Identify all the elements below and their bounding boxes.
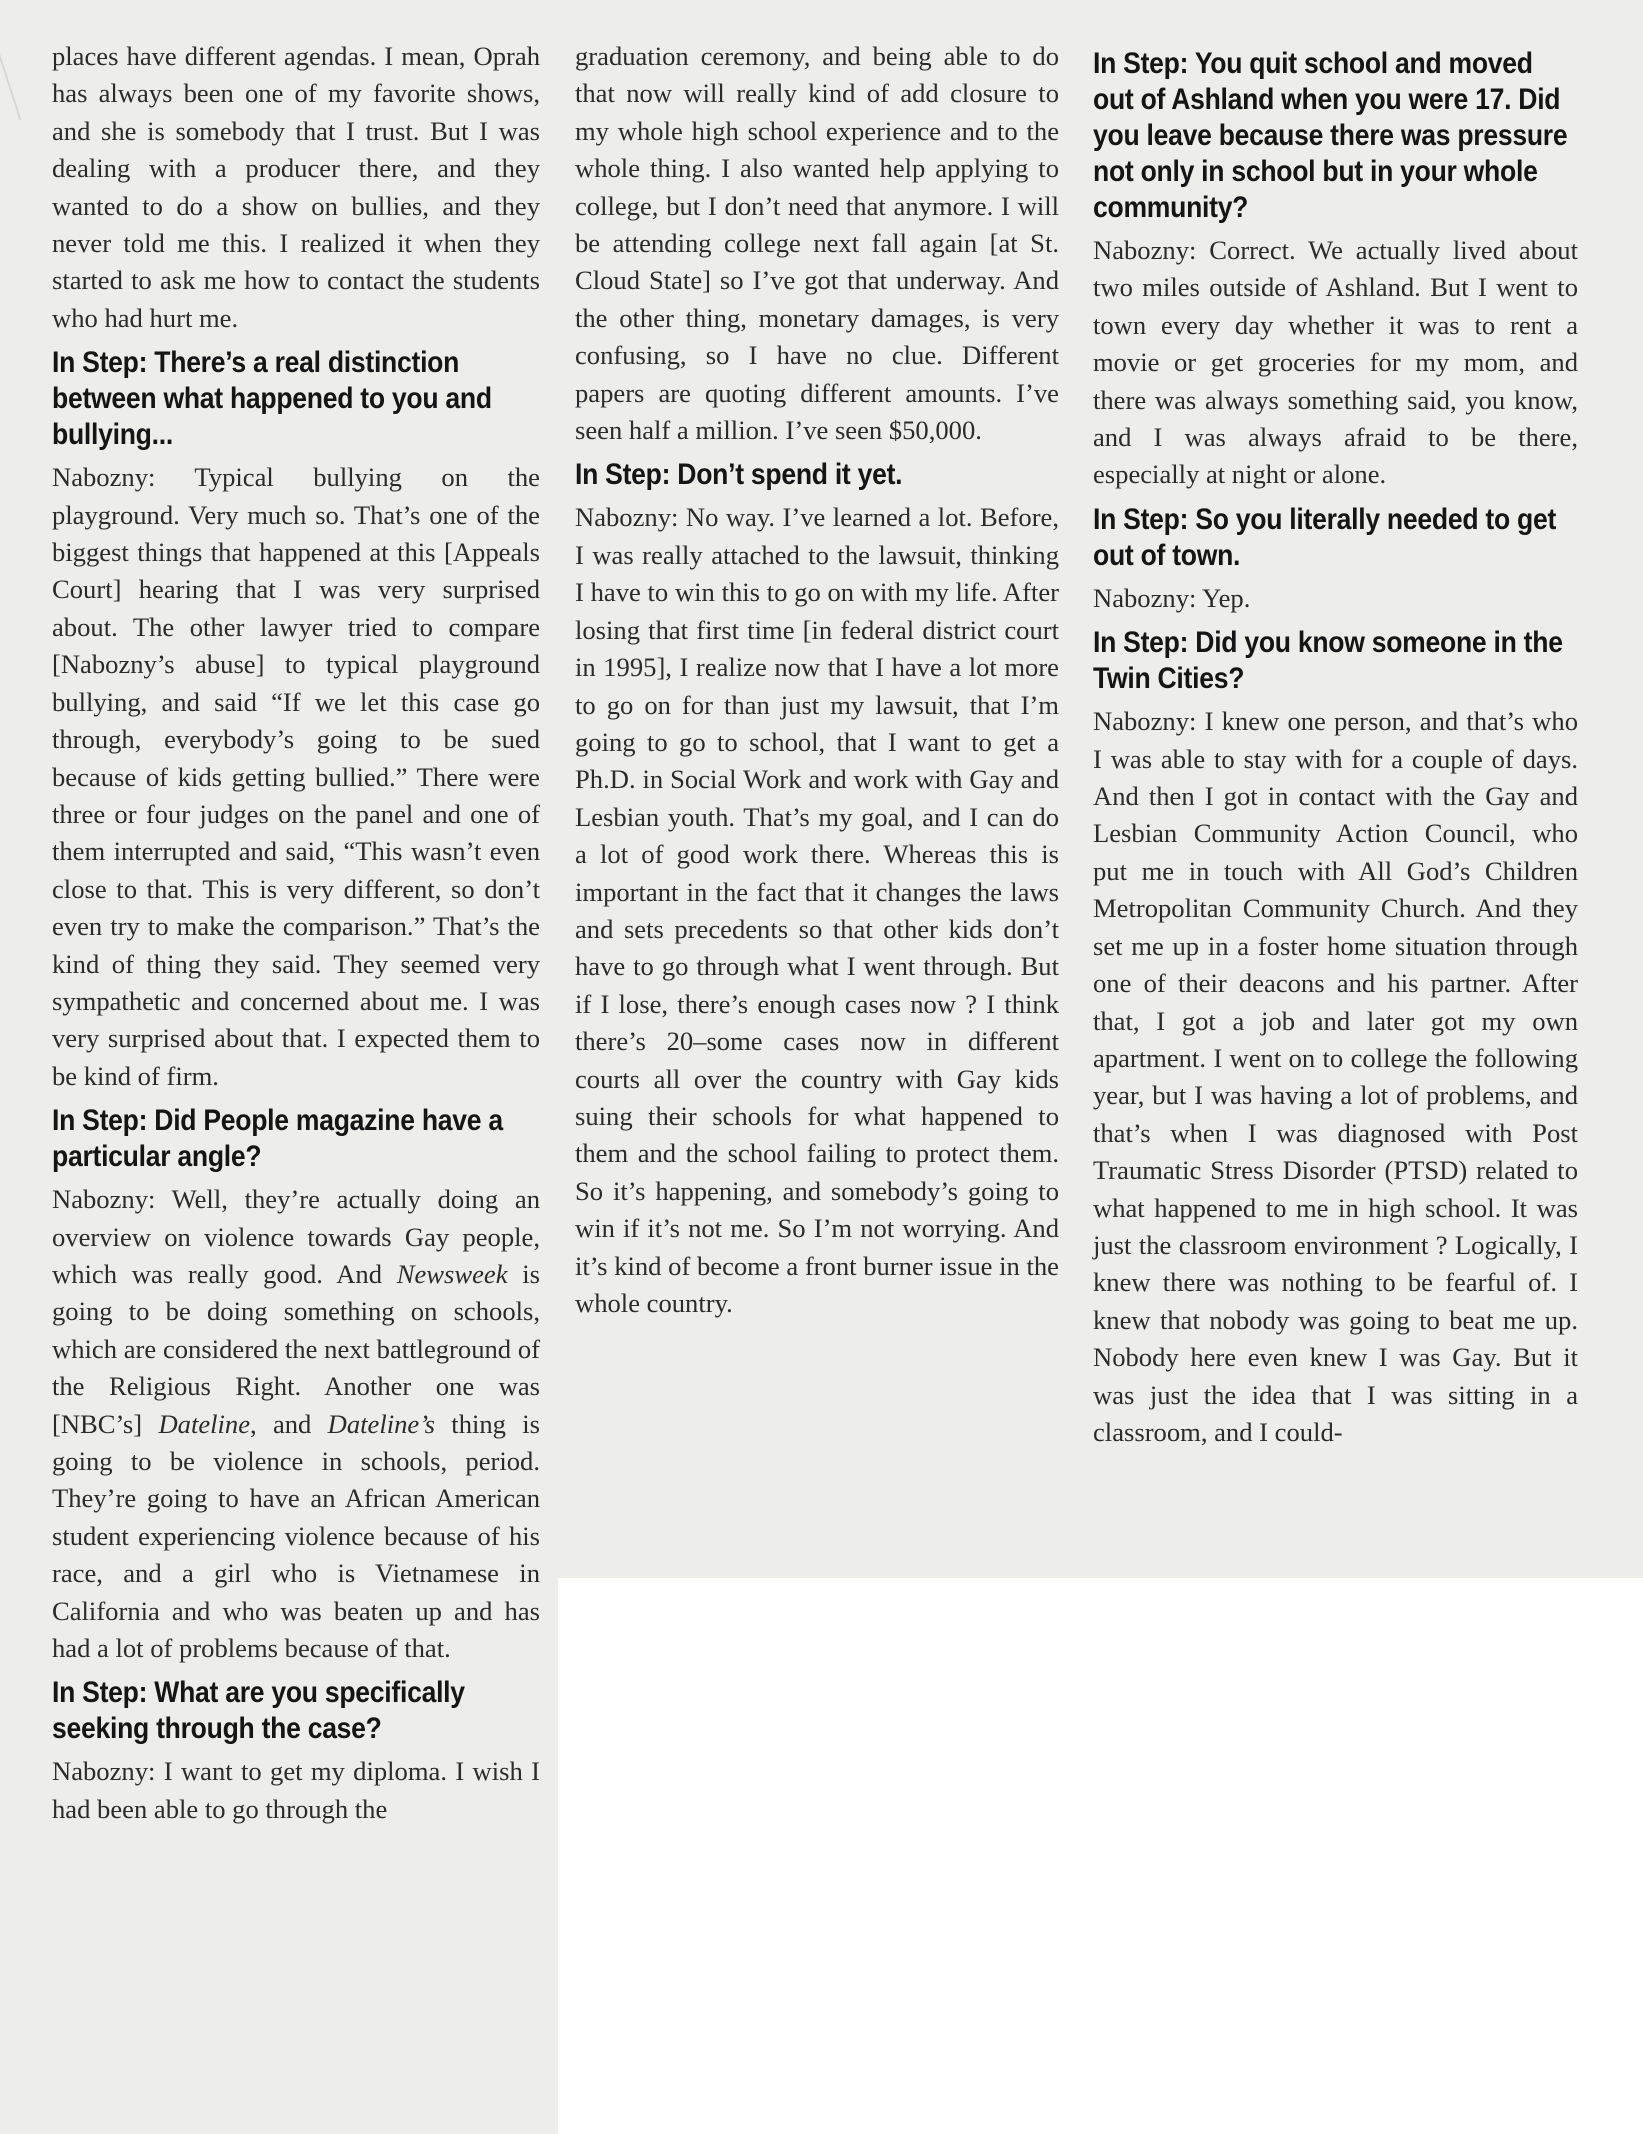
article-column-3 bbox=[1093, 38, 1578, 1451]
answer-paragraph bbox=[52, 1181, 540, 1667]
interview-question: In Step: You quit school and moved out of Ashland when you were 17. Did you leave because there was pressure not only in school but in your whole community? bbox=[1093, 47, 1568, 224]
article-column-2 bbox=[575, 38, 1059, 1322]
publication-name: Dateline’s bbox=[327, 1408, 436, 1439]
interview-question: In Step: Don’t spend it yet. bbox=[575, 458, 903, 492]
text-span: Nabozny: Well, they’re actually doing an overview on violence towards Gay people, which was really good. And bbox=[52, 1184, 540, 1289]
interview-question: In Step: Did People magazine have a particular angle? bbox=[52, 1104, 503, 1174]
answer-paragraph: places have different agendas. I mean, Oprah has always been one of my favorite shows, and she is somebody that I trust. But I was dealing with a producer there, and they wanted to do a show on bullies, and they never told me this. I realized it when they started to ask me how to contact the students who had hurt me. bbox=[52, 41, 540, 333]
answer-paragraph: graduation ceremony, and being able to do that now will really kind of add closure to my whole high school experience and to the whole thing. I also wanted help applying to college, but I don’t need that anymore. I will be attending college next fall again [at St. Cloud State] so I’ve got that underway. And the other thing, monetary damages, is very confusing, so I have no clue. Different papers are quoting different amounts. I’ve seen half a million. I’ve seen $50,000. bbox=[575, 41, 1059, 446]
publication-name: Newsweek bbox=[396, 1258, 508, 1289]
interview-question: In Step: What are you specifically seeking through the case? bbox=[52, 1676, 465, 1746]
answer-paragraph: Nabozny: I want to get my diploma. I wish I had been able to go through the bbox=[52, 1756, 540, 1824]
publication-name: Dateline bbox=[158, 1408, 251, 1439]
answer-paragraph: Nabozny: Yep. bbox=[1093, 582, 1251, 613]
interview-question: In Step: Did you know someone in the Twin Cities? bbox=[1093, 626, 1563, 696]
answer-paragraph: Nabozny: I knew one person, and that’s who I was able to stay with for a couple of days. And then I got in contact with the Gay and Lesbian Community Action Council, who put me in touch with All God’s Children Metropolitan Community Church. And they set me up in a foster home situation through one of their deacons and his partner. After that, I got a job and later got my own apartment. I went on to college the following year, but I was having a lot of problems, and that’s when I was diagnosed with Post Traumatic Stress Disorder (PTSD) related to what happened to me in high school. It was just the classroom environment ? Logically, I knew there was nothing to be fearful of. I knew that nobody was going to beat me up. Nobody here even knew I was Gay. But it was just the idea that I was sitting in a classroom, and I could- bbox=[1093, 706, 1578, 1447]
text-span: is going to be doing something on schools, which are considered the next battleground of the Religious Right. Another one was [NBC’s] bbox=[52, 1258, 541, 1439]
interview-question: In Step: There’s a real distinction between what happened to you and bullying... bbox=[52, 346, 492, 452]
text-span: thing is going to be violence in schools, period. They’re going to have an African American student experiencing violence because of his race, and a girl who is Vietnamese in California and who was beaten up and has had a lot of problems because of that. bbox=[52, 1408, 541, 1664]
answer-paragraph: Nabozny: Correct. We actually lived about two miles outside of Ashland. But I went to town every day whether it was to rent a movie or get groceries for my mom, and there was always something said, you know, and I was always afraid to be there, especially at night or alone. bbox=[1093, 235, 1578, 490]
interview-question: In Step: So you literally needed to get out of town. bbox=[1093, 502, 1557, 572]
answer-paragraph: Nabozny: No way. I’ve learned a lot. Before, I was really attached to the lawsuit, thinking I have to win this to go on with my life. After losing that first time [in federal district court in 1995], I realize now that I have a lot more to go on for than just my lawsuit, that I’m going to go to school, that I want to get a Ph.D. in Social Work and work with Gay and Lesbian youth. That’s my goal, and I can do a lot of good work there. Whereas this is important in the fact that it changes the laws and sets precedents so that other kids don’t have to go through what I went through. But if I lose, there’s enough cases now ? I think there’s 20–some cases now in different courts all over the country with Gay kids suing their schools for what happened to them and the school failing to protect them. So it’s happening, and somebody’s going to win if it’s not me. So I’m not worrying. And it’s kind of become a front burner issue in the whole country. bbox=[575, 502, 1059, 1318]
answer-paragraph: Nabozny: Typical bullying on the playground. Very much so. That’s one of the biggest things that happened at this [Appeals Court] hearing that I was very surprised about. The other lawyer tried to compare [Nabozny’s abuse] to typical playground bullying, and said “If we let this case go through, everybody’s going to be sued because of kids getting bullied.” There were three or four judges on the panel and one of them interrupted and said, “This wasn’t even close to that. This is very different, so don’t even try to make the comparison.” That’s the kind of thing they said. They seemed very sympathetic and concerned about me. I was very surprised about that. I expected them to be kind of firm. bbox=[52, 462, 540, 1091]
article-column-1 bbox=[52, 38, 540, 1828]
text-span: , and bbox=[250, 1408, 328, 1439]
